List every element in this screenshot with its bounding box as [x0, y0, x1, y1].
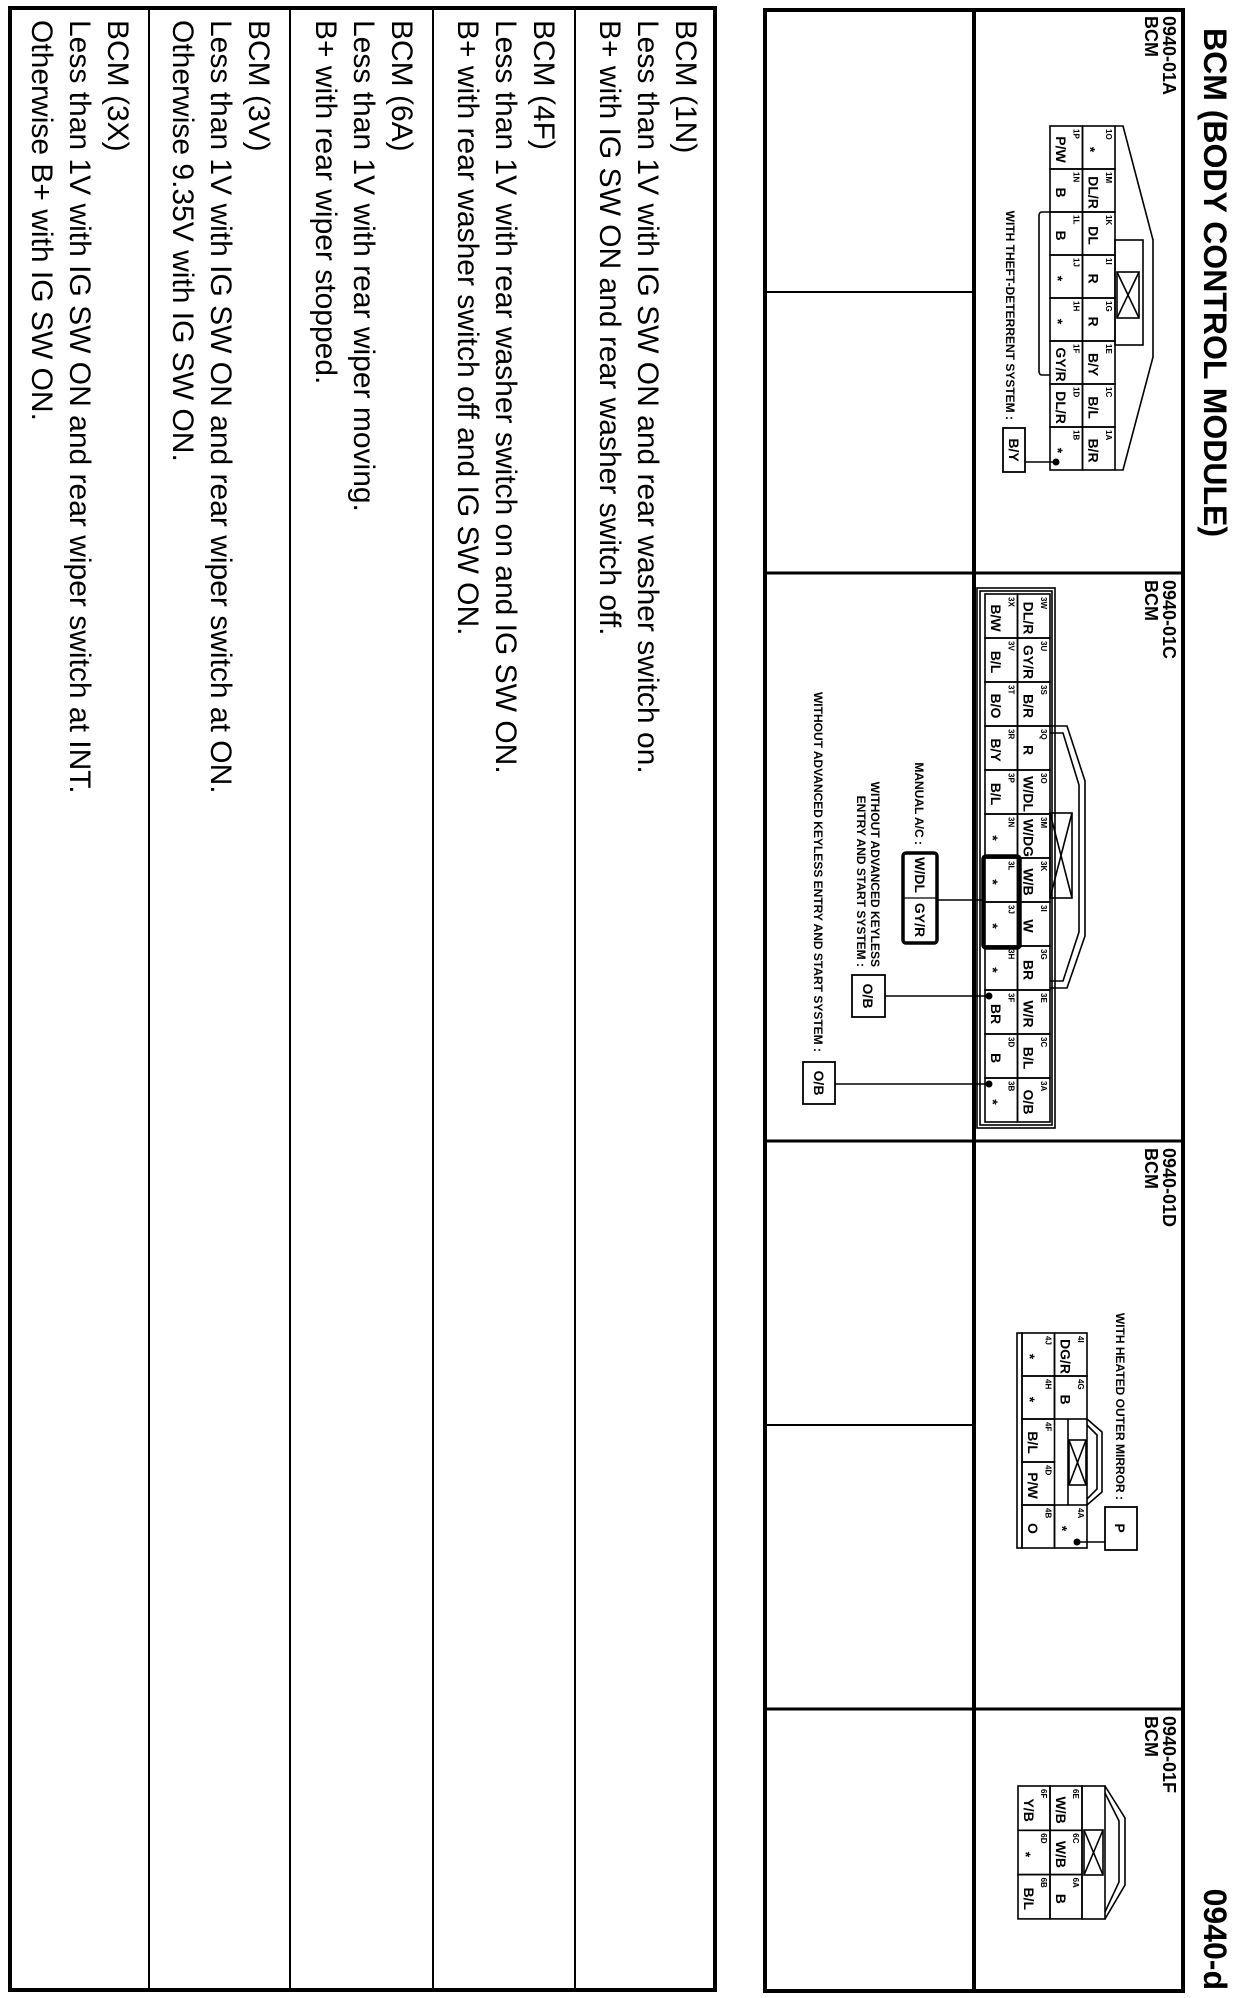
callout-label: WITHOUT ADVANCED KEYLESS ENTRY AND START SYSTEM : — [811, 691, 825, 1052]
pin-number: 4J — [1043, 1336, 1053, 1345]
pin-number: 3E — [1039, 993, 1048, 1003]
pin-number: 3G — [1039, 949, 1048, 960]
pin-number: 6C — [1071, 1833, 1080, 1844]
callout-wire: O/B — [860, 983, 876, 1009]
pin-wire-color: R — [1020, 744, 1037, 756]
pin-wire-color: B/R — [1020, 693, 1037, 719]
pin-wire-color: W — [1020, 919, 1037, 933]
note-line: Less than 1V with IG SW ON and rear washer switch on. — [631, 20, 664, 774]
note-heading: BCM (3X) — [101, 20, 134, 152]
pin-wire-color: B — [1053, 230, 1069, 241]
connector-01f-shell — [1082, 1786, 1125, 1919]
pin-wire-color: W/R — [1020, 1000, 1037, 1028]
note-line: B+ with rear washer switch off and IG SW ON. — [451, 20, 484, 636]
pin-number: 3H — [1006, 949, 1016, 960]
callout-label: ENTRY AND START SYSTEM : — [854, 795, 868, 967]
callout-label: WITH HEATED OUTER MIRROR : — [1113, 1312, 1127, 1500]
connector-pin-grid — [1018, 1786, 1082, 1919]
pin-number: 3S — [1039, 685, 1048, 695]
connector-pin-grid — [1050, 126, 1115, 470]
pin-number: 3Q — [1039, 729, 1048, 740]
pin-wire-color: O/B — [1020, 1089, 1037, 1115]
pin-wire-color: DL/R — [1085, 176, 1102, 209]
note-line: Less than 1V with rear washer switch on and IG SW ON. — [489, 20, 522, 774]
pin-number: 6D — [1039, 1833, 1048, 1844]
pin-wire-color: * — [1050, 447, 1066, 454]
pin-wire-color: O — [1025, 1523, 1041, 1534]
pin-number: 1I — [1104, 258, 1113, 265]
splice-dot-icon — [986, 1081, 993, 1088]
page-code: 0940-d — [1197, 1888, 1233, 1990]
pin-wire-color: DL — [1085, 226, 1102, 245]
pin-number: 3J — [1006, 905, 1016, 914]
callout-wire: B/Y — [1006, 438, 1022, 462]
pin-number: 1D — [1071, 387, 1081, 398]
pin-number: 1F — [1071, 344, 1081, 354]
note-line: Less than 1V with IG SW ON and rear wiper switch at ON. — [204, 20, 237, 794]
pin-number: 3A — [1039, 1081, 1048, 1092]
pin-wire-color: W/DL — [1020, 776, 1037, 812]
splice-dot-icon — [986, 993, 993, 1000]
pin-number: 1G — [1104, 301, 1113, 312]
pin-wire-color: * — [1050, 275, 1066, 282]
pin-number: 1A — [1104, 430, 1113, 441]
pin-wire-color: * — [985, 835, 1001, 841]
connector-name: BCM — [1141, 16, 1161, 57]
pin-wire-color: B/Y — [988, 738, 1004, 762]
pin-number: 1B — [1071, 430, 1081, 441]
pin-wire-color: * — [1022, 1396, 1038, 1403]
splice-dot-icon — [1053, 459, 1060, 466]
pin-wire-color: * — [1022, 1353, 1038, 1360]
pin-wire-color: B — [1057, 1394, 1074, 1405]
pin-wire-color: B/O — [988, 693, 1004, 719]
pin-number: 1L — [1071, 215, 1081, 225]
connector-name: BCM — [1141, 1148, 1161, 1189]
connector-header — [1142, 1716, 1178, 1793]
pin-wire-color: * — [985, 967, 1001, 973]
pin-number: 1N — [1071, 172, 1081, 183]
pin-wire-color: R — [1085, 273, 1102, 284]
pin-number: 3U — [1039, 641, 1048, 652]
pin-number: 4D — [1043, 1465, 1053, 1476]
pin-wire-color: B/L — [988, 782, 1004, 806]
connector-header — [1142, 16, 1178, 95]
pin-wire-color: B/L — [1021, 1887, 1037, 1911]
pin-wire-color: * — [985, 879, 1001, 885]
connector-code: 0940-01F — [1159, 1716, 1179, 1794]
pin-number: 3I — [1039, 905, 1048, 912]
callout-wire: GY/R — [912, 902, 928, 938]
note-row — [22, 20, 136, 1960]
pin-wire-color: DG/R — [1057, 1339, 1074, 1374]
connector-pin-grid — [985, 594, 1050, 1122]
note-heading: BCM (4F) — [527, 20, 560, 150]
pin-number: 3O — [1039, 773, 1048, 784]
pin-number: 4B — [1043, 1508, 1053, 1519]
pin-number: 4H — [1043, 1379, 1053, 1390]
pin-number: 3V — [1006, 641, 1016, 651]
pin-number: 3K — [1039, 861, 1048, 872]
pin-number: 3M — [1039, 817, 1048, 829]
pin-number: 3D — [1006, 1037, 1016, 1048]
pin-number: 1K — [1104, 215, 1113, 226]
pin-wire-color: * — [1050, 318, 1066, 325]
note-heading: BCM (1N) — [669, 20, 702, 154]
pin-number: 1J — [1071, 258, 1081, 267]
pin-number: 4F — [1043, 1422, 1053, 1432]
pin-number: 1E — [1104, 344, 1113, 354]
callout-wire: O/B — [811, 1070, 827, 1096]
pin-number: 6E — [1071, 1789, 1080, 1799]
pin-wire-color: B/Y — [1085, 352, 1102, 377]
pin-number: 3C — [1039, 1037, 1048, 1048]
pin-number: 1P — [1071, 129, 1081, 139]
pin-wire-color: * — [1054, 1525, 1071, 1532]
pin-number: 3W — [1039, 597, 1048, 609]
note-line: Otherwise 9.35V with IG SW ON. — [166, 20, 199, 462]
pin-number: 1M — [1104, 172, 1113, 184]
callout-wire: W/DL — [912, 857, 928, 893]
pin-number: 4I — [1076, 1336, 1085, 1343]
pin-number: 4A — [1076, 1508, 1085, 1519]
connector-name: BCM — [1141, 580, 1161, 621]
note-heading: BCM (6A) — [385, 20, 418, 152]
pin-wire-color: W/B — [1020, 868, 1037, 896]
pin-number: 1C — [1104, 387, 1113, 398]
note-row — [590, 20, 704, 1960]
connector-name: BCM — [1141, 1716, 1161, 1757]
pin-wire-color: R — [1085, 316, 1102, 327]
callout-label: WITH THEFT-DETERRENT SYSTEM : — [1003, 210, 1017, 420]
pin-wire-color: B/L — [1020, 1046, 1037, 1070]
pin-number: 3L — [1006, 861, 1016, 871]
pin-wire-color: B/R — [1085, 438, 1102, 463]
pin-number: 3R — [1006, 729, 1016, 740]
note-line: Less than 1V with IG SW ON and rear wiper switch at INT. — [63, 20, 96, 794]
pin-wire-color: B/L — [988, 650, 1004, 674]
note-row — [306, 20, 420, 1960]
pin-number: 4G — [1076, 1379, 1085, 1390]
pin-number: 3N — [1006, 817, 1016, 828]
pin-wire-color: GY/R — [1020, 644, 1037, 680]
pin-wire-color: DL/R — [1020, 601, 1037, 635]
pin-wire-color: B/L — [1025, 1431, 1041, 1454]
callout-label: MANUAL A/C : — [912, 762, 926, 845]
pin-number: 6F — [1039, 1789, 1048, 1799]
pin-wire-color: Y/B — [1021, 1798, 1037, 1822]
pin-number: 3T — [1006, 685, 1016, 695]
pin-wire-color: * — [985, 1099, 1001, 1105]
callout-label: WITHOUT ADVANCED KEYLESS — [868, 781, 882, 967]
note-line: Otherwise B+ with IG SW ON. — [25, 20, 58, 421]
pin-wire-color: * — [1018, 1851, 1034, 1858]
note-row — [163, 20, 277, 1960]
connector-code: 0940-01C — [1159, 580, 1179, 660]
pin-wire-color: B/W — [988, 604, 1004, 632]
pin-wire-color: * — [985, 923, 1001, 929]
pin-wire-color: P/W — [1025, 1472, 1041, 1499]
pin-number: 3X — [1006, 597, 1016, 607]
connector-header — [1142, 1148, 1178, 1227]
note-line: Less than 1V with rear wiper moving. — [347, 20, 380, 512]
note-line: B+ with rear wiper stopped. — [309, 20, 342, 385]
page-title: BCM (BODY CONTROL MODULE) — [1197, 28, 1233, 538]
callout-wire: P — [1112, 1523, 1128, 1533]
pin-wire-color: BR — [988, 1003, 1004, 1025]
pin-wire-color: B — [1053, 187, 1069, 198]
pin-wire-color: P/W — [1053, 136, 1069, 163]
pin-wire-color: DL/R — [1053, 391, 1069, 424]
pin-wire-color: W/B — [1053, 1840, 1069, 1869]
pin-number: 6A — [1071, 1877, 1080, 1888]
pin-number: 1H — [1071, 301, 1081, 312]
pin-wire-color: GY/R — [1053, 347, 1069, 382]
pin-wire-color: * — [1082, 146, 1099, 153]
pin-wire-color: W/DG — [1020, 818, 1037, 858]
note-heading: BCM (3V) — [242, 20, 275, 152]
note-line: B+ with IG SW ON and rear washer switch off. — [593, 20, 626, 636]
pin-wire-color: B — [988, 1052, 1004, 1064]
pin-number: 6B — [1039, 1877, 1048, 1888]
pin-wire-color: B — [1053, 1893, 1069, 1904]
pin-number: 3B — [1006, 1081, 1016, 1092]
connector-code: 0940-01D — [1159, 1148, 1179, 1228]
note-row — [448, 20, 562, 1960]
pin-number: 3F — [1006, 993, 1016, 1003]
pin-wire-color: BR — [1020, 959, 1037, 981]
pin-wire-color: B/L — [1085, 396, 1102, 419]
connector-header — [1142, 580, 1178, 659]
pin-number: 3P — [1006, 773, 1016, 783]
splice-dot-icon — [1074, 1539, 1081, 1546]
pin-wire-color: W/B — [1053, 1796, 1069, 1824]
pin-number: 1O — [1104, 129, 1113, 140]
connector-code: 0940-01A — [1159, 16, 1179, 96]
